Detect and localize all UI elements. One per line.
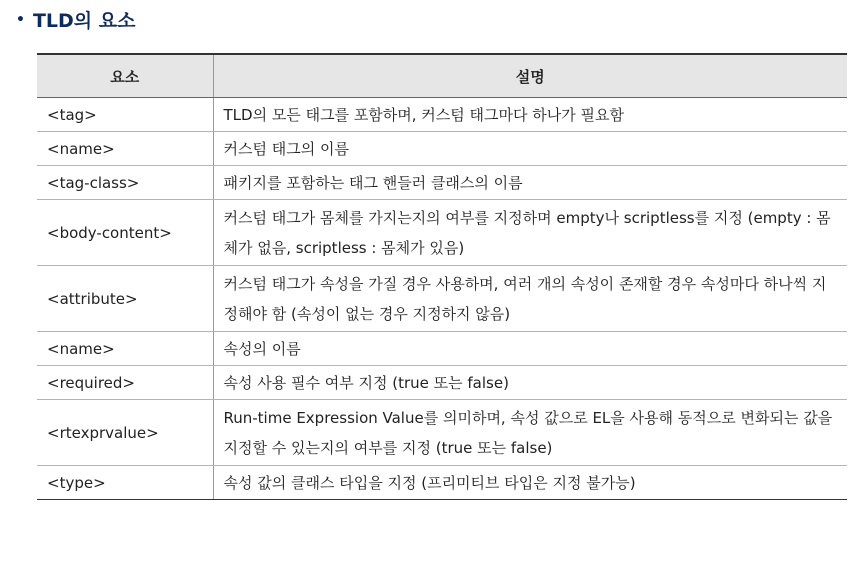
table-row <box>37 200 847 266</box>
table-row <box>37 466 847 500</box>
element-cell: <rtexprvalue> <box>37 400 213 466</box>
column-header-description: 설명 <box>213 54 847 98</box>
description-cell: 패키지를 포함하는 태그 핸들러 클래스의 이름 <box>213 166 847 200</box>
section-heading <box>16 6 135 33</box>
table-row <box>37 266 847 332</box>
description-cell: 속성의 이름 <box>213 332 847 366</box>
description-cell: 커스텀 태그가 속성을 가질 경우 사용하며, 여러 개의 속성이 존재할 경우 속성마다 하나씩 지정해야 함 (속성이 없는 경우 지정하지 않음) <box>213 266 847 332</box>
description-cell: 속성 값의 클래스 타입을 지정 (프리미티브 타입은 지정 불가능) <box>213 466 847 500</box>
description-cell: 커스텀 태그의 이름 <box>213 132 847 166</box>
description-cell: 커스텀 태그가 몸체를 가지는지의 여부를 지정하며 empty나 scriptless를 지정 (empty : 몸체가 없음, scriptless : 몸체가 있음) <box>213 200 847 266</box>
section-title: TLD의 요소 <box>32 10 136 32</box>
element-cell: <body-content> <box>37 200 213 266</box>
table-row <box>37 400 847 466</box>
tld-elements-table <box>37 53 847 500</box>
table-row <box>37 332 847 366</box>
column-header-element: 요소 <box>37 54 213 98</box>
bullet-icon: • <box>16 11 25 28</box>
element-cell: <tag-class> <box>37 166 213 200</box>
table-row <box>37 132 847 166</box>
element-cell: <attribute> <box>37 266 213 332</box>
element-cell: <name> <box>37 332 213 366</box>
description-cell: Run-time Expression Value를 의미하며, 속성 값으로 EL을 사용해 동적으로 변화되는 값을 지정할 수 있는지의 여부를 지정 (true 또는 false) <box>213 400 847 466</box>
table-header-row <box>37 54 847 98</box>
element-cell: <required> <box>37 366 213 400</box>
description-cell: TLD의 모든 태그를 포함하며, 커스텀 태그마다 하나가 필요함 <box>213 98 847 132</box>
element-cell: <tag> <box>37 98 213 132</box>
table-row <box>37 98 847 132</box>
table-row <box>37 366 847 400</box>
table-row <box>37 166 847 200</box>
element-cell: <type> <box>37 466 213 500</box>
element-cell: <name> <box>37 132 213 166</box>
description-cell: 속성 사용 필수 여부 지정 (true 또는 false) <box>213 366 847 400</box>
